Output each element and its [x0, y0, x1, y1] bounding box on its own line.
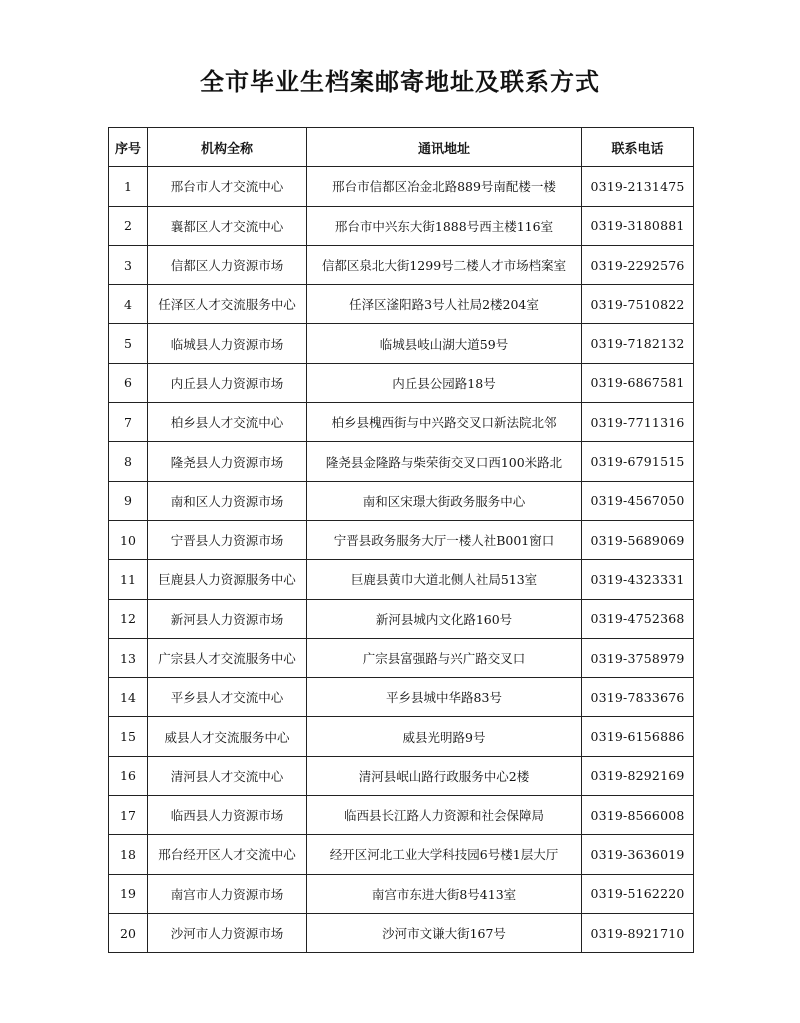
cell-org: 平乡县人才交流中心	[148, 678, 307, 717]
cell-phone: 0319-7510822	[582, 285, 694, 324]
table-row	[109, 835, 694, 874]
cell-seq: 13	[109, 638, 148, 677]
cell-phone: 0319-6156886	[582, 717, 694, 756]
cell-org: 信都区人力资源市场	[148, 245, 307, 284]
cell-phone: 0319-6867581	[582, 363, 694, 402]
cell-seq: 20	[109, 913, 148, 952]
cell-org: 临西县人力资源市场	[148, 796, 307, 835]
cell-address: 新河县城内文化路160号	[307, 599, 582, 638]
cell-phone: 0319-3180881	[582, 206, 694, 245]
cell-address: 广宗县富强路与兴广路交叉口	[307, 638, 582, 677]
cell-phone: 0319-4567050	[582, 481, 694, 520]
cell-address: 沙河市文谦大街167号	[307, 913, 582, 952]
cell-org: 邢台市人才交流中心	[148, 167, 307, 206]
cell-address: 任泽区滏阳路3号人社局2楼204室	[307, 285, 582, 324]
cell-seq: 14	[109, 678, 148, 717]
table-row	[109, 717, 694, 756]
cell-org: 巨鹿县人力资源服务中心	[148, 560, 307, 599]
cell-address: 巨鹿县黄巾大道北侧人社局513室	[307, 560, 582, 599]
cell-phone: 0319-7182132	[582, 324, 694, 363]
cell-phone: 0319-7833676	[582, 678, 694, 717]
table-row	[109, 560, 694, 599]
cell-seq: 18	[109, 835, 148, 874]
cell-org: 南和区人力资源市场	[148, 481, 307, 520]
cell-seq: 3	[109, 245, 148, 284]
cell-phone: 0319-8292169	[582, 756, 694, 795]
cell-seq: 2	[109, 206, 148, 245]
cell-org: 新河县人力资源市场	[148, 599, 307, 638]
table-row	[109, 324, 694, 363]
header-org: 机构全称	[148, 128, 307, 167]
cell-address: 威县光明路9号	[307, 717, 582, 756]
cell-phone: 0319-5162220	[582, 874, 694, 913]
table-row	[109, 285, 694, 324]
cell-address: 邢台市中兴东大街1888号西主楼116室	[307, 206, 582, 245]
cell-org: 宁晋县人力资源市场	[148, 520, 307, 559]
cell-seq: 17	[109, 796, 148, 835]
cell-org: 柏乡县人才交流中心	[148, 403, 307, 442]
table-row	[109, 481, 694, 520]
cell-seq: 9	[109, 481, 148, 520]
cell-address: 经开区河北工业大学科技园6号楼1层大厅	[307, 835, 582, 874]
cell-address: 内丘县公园路18号	[307, 363, 582, 402]
header-address: 通讯地址	[307, 128, 582, 167]
cell-address: 临城县岐山湖大道59号	[307, 324, 582, 363]
cell-seq: 1	[109, 167, 148, 206]
cell-phone: 0319-3758979	[582, 638, 694, 677]
table-row	[109, 520, 694, 559]
cell-phone: 0319-8566008	[582, 796, 694, 835]
cell-org: 临城县人力资源市场	[148, 324, 307, 363]
cell-address: 邢台市信都区冶金北路889号南配楼一楼	[307, 167, 582, 206]
cell-address: 信都区泉北大街1299号二楼人才市场档案室	[307, 245, 582, 284]
cell-org: 南宫市人力资源市场	[148, 874, 307, 913]
cell-phone: 0319-5689069	[582, 520, 694, 559]
cell-seq: 10	[109, 520, 148, 559]
cell-seq: 8	[109, 442, 148, 481]
cell-phone: 0319-8921710	[582, 913, 694, 952]
cell-phone: 0319-6791515	[582, 442, 694, 481]
cell-phone: 0319-4752368	[582, 599, 694, 638]
cell-phone: 0319-3636019	[582, 835, 694, 874]
cell-address: 平乡县城中华路83号	[307, 678, 582, 717]
cell-seq: 15	[109, 717, 148, 756]
cell-seq: 11	[109, 560, 148, 599]
cell-org: 清河县人才交流中心	[148, 756, 307, 795]
table-row	[109, 756, 694, 795]
header-phone: 联系电话	[582, 128, 694, 167]
table-row	[109, 245, 694, 284]
table-row	[109, 599, 694, 638]
table-row	[109, 874, 694, 913]
cell-seq: 5	[109, 324, 148, 363]
cell-org: 沙河市人力资源市场	[148, 913, 307, 952]
table-header-row	[109, 128, 694, 167]
cell-address: 柏乡县槐西街与中兴路交叉口新法院北邻	[307, 403, 582, 442]
table-row	[109, 167, 694, 206]
table-row	[109, 442, 694, 481]
cell-seq: 19	[109, 874, 148, 913]
table-row	[109, 678, 694, 717]
cell-address: 清河县岷山路行政服务中心2楼	[307, 756, 582, 795]
header-seq: 序号	[109, 128, 148, 167]
cell-phone: 0319-7711316	[582, 403, 694, 442]
cell-org: 威县人才交流服务中心	[148, 717, 307, 756]
cell-phone: 0319-4323331	[582, 560, 694, 599]
table-row	[109, 638, 694, 677]
cell-phone: 0319-2131475	[582, 167, 694, 206]
table-row	[109, 206, 694, 245]
cell-address: 隆尧县金隆路与柴荣街交叉口西100米路北	[307, 442, 582, 481]
cell-address: 临西县长江路人力资源和社会保障局	[307, 796, 582, 835]
cell-org: 隆尧县人力资源市场	[148, 442, 307, 481]
table-row	[109, 403, 694, 442]
table-row	[109, 363, 694, 402]
cell-org: 内丘县人力资源市场	[148, 363, 307, 402]
cell-org: 襄都区人才交流中心	[148, 206, 307, 245]
cell-address: 宁晋县政务服务大厅一楼人社B001窗口	[307, 520, 582, 559]
table-row	[109, 913, 694, 952]
table-row	[109, 796, 694, 835]
cell-org: 广宗县人才交流服务中心	[148, 638, 307, 677]
cell-address: 南宫市东进大街8号413室	[307, 874, 582, 913]
archive-address-table	[108, 127, 694, 953]
page-title: 全市毕业生档案邮寄地址及联系方式	[200, 68, 600, 96]
cell-seq: 6	[109, 363, 148, 402]
cell-seq: 4	[109, 285, 148, 324]
cell-seq: 7	[109, 403, 148, 442]
cell-phone: 0319-2292576	[582, 245, 694, 284]
cell-seq: 12	[109, 599, 148, 638]
cell-org: 任泽区人才交流服务中心	[148, 285, 307, 324]
cell-org: 邢台经开区人才交流中心	[148, 835, 307, 874]
cell-seq: 16	[109, 756, 148, 795]
cell-address: 南和区宋璟大街政务服务中心	[307, 481, 582, 520]
